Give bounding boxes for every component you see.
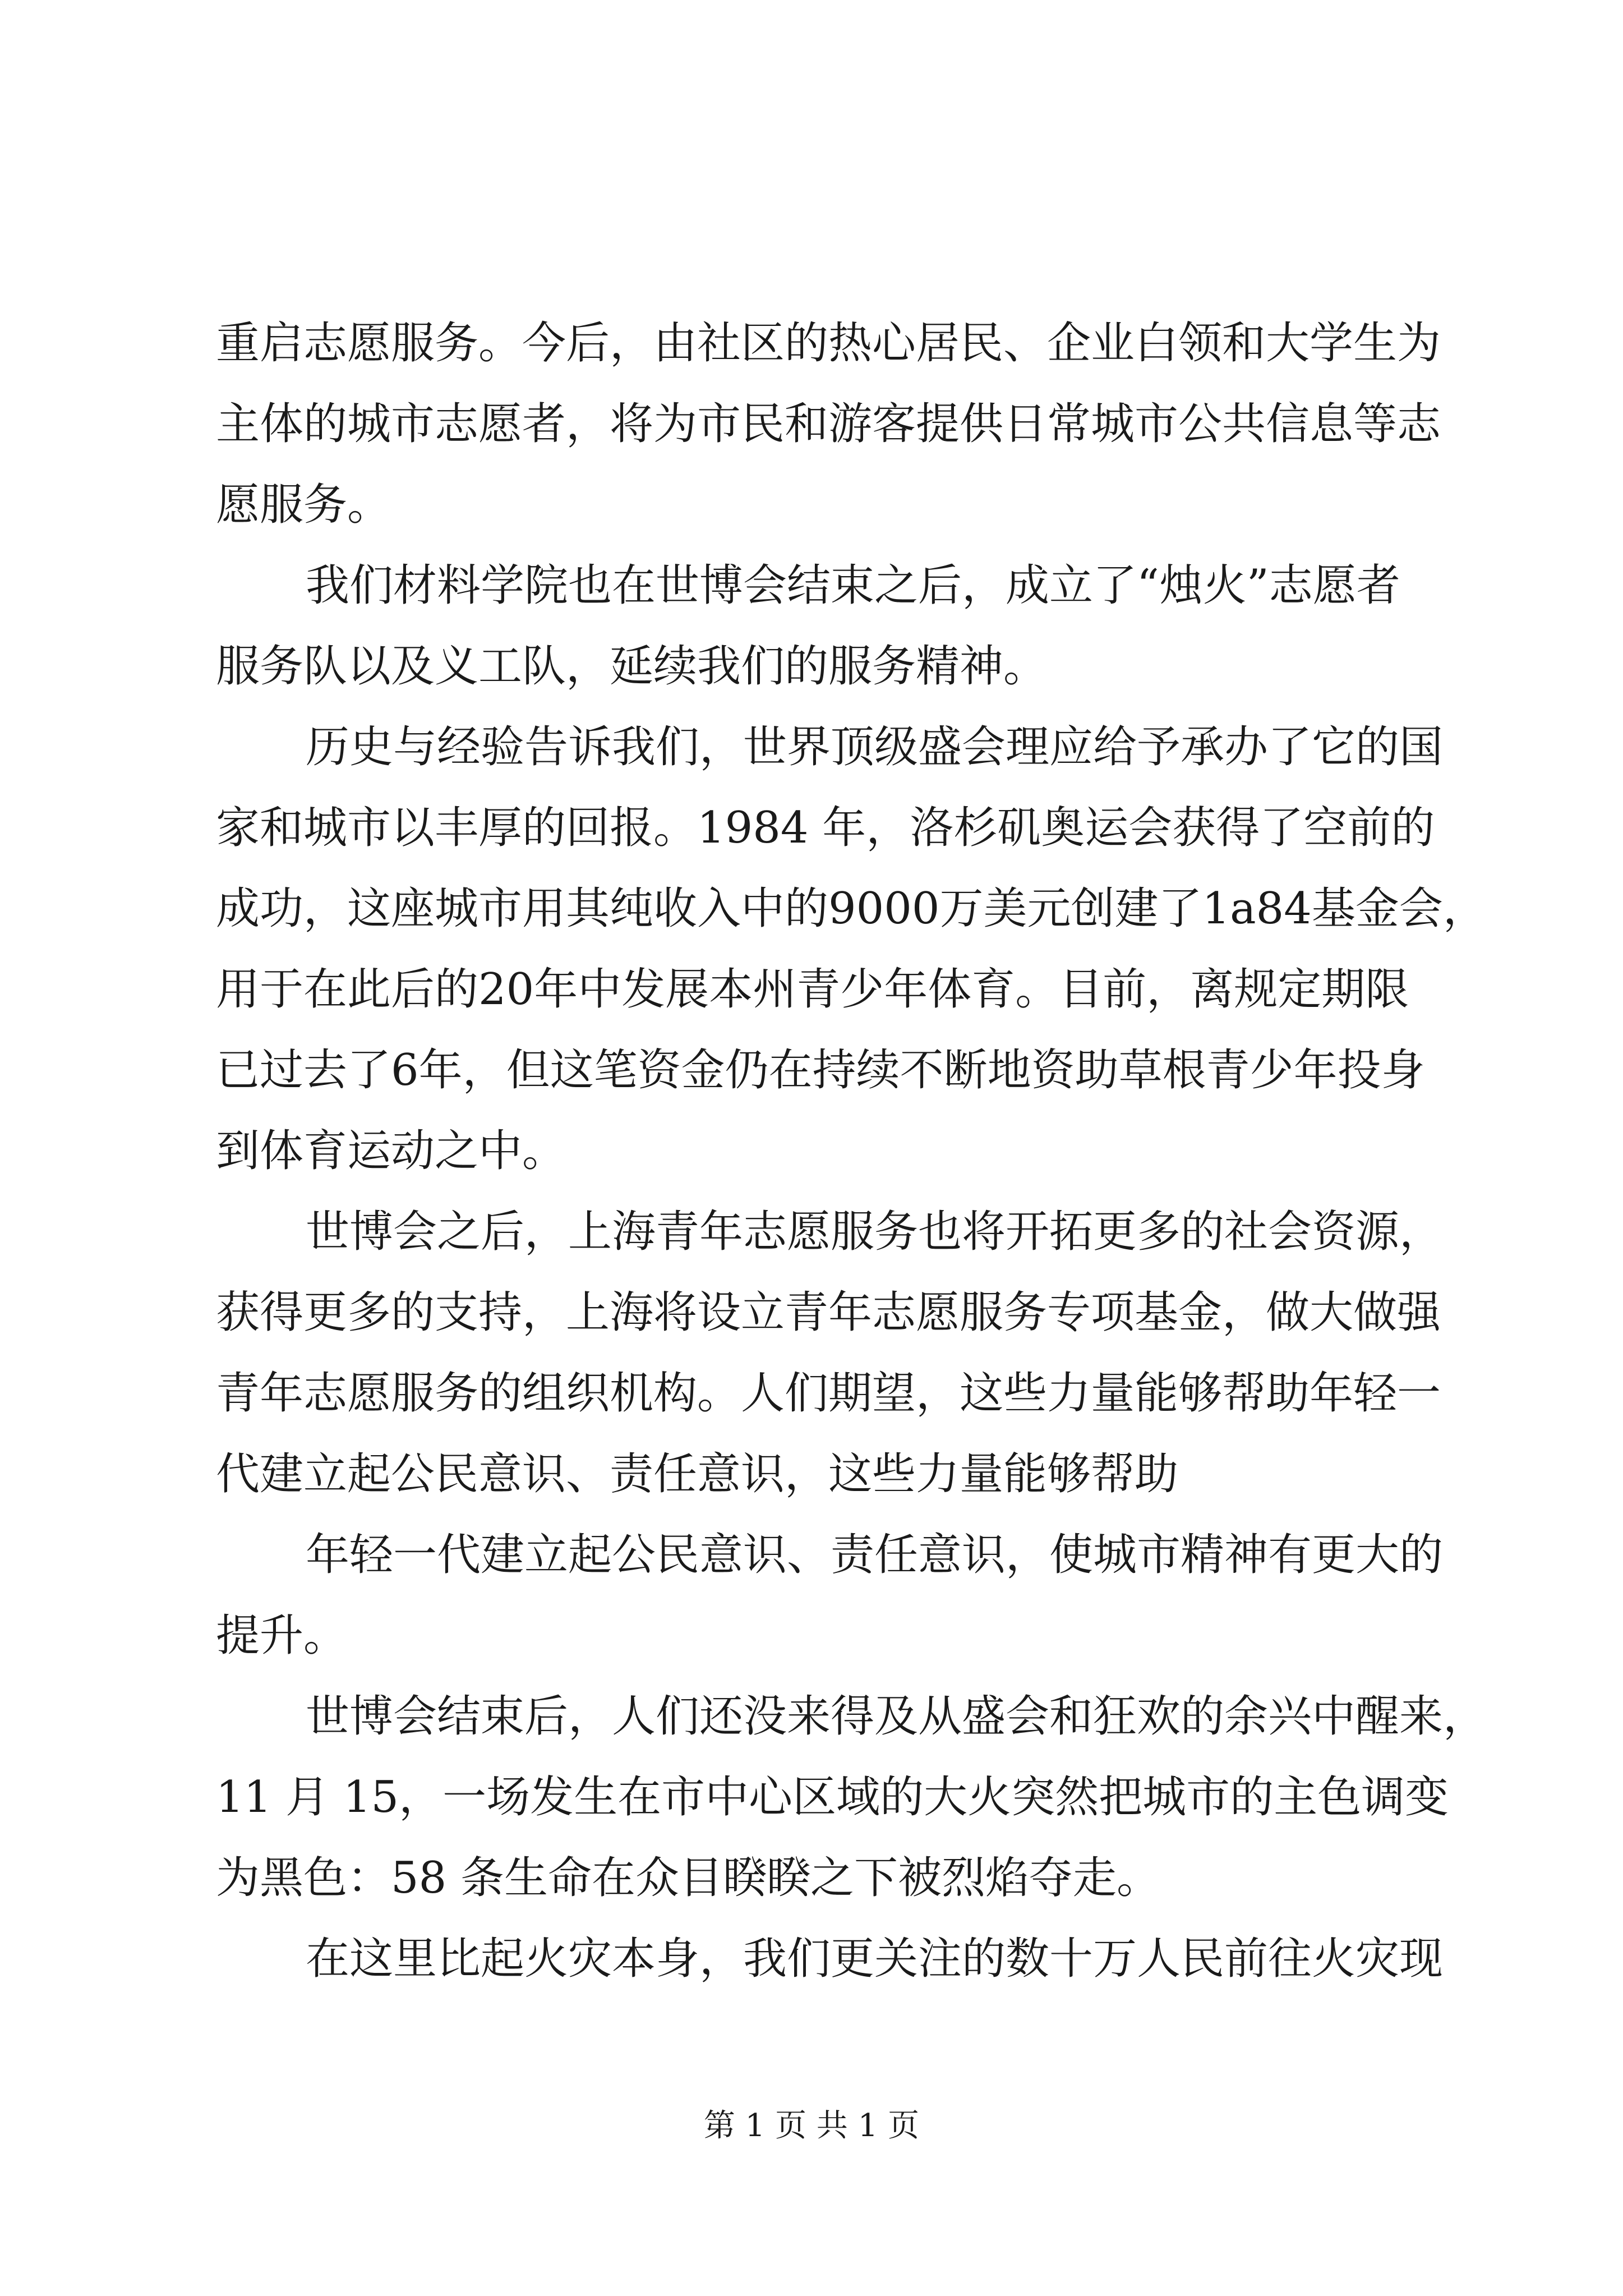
text-line: 在这里比起火灾本身，我们更关注的数十万人民前往火灾现 — [306, 1934, 1444, 1984]
text-line: 家和城市以丰厚的回报。1984 年，洛杉矶奥运会获得了空前的 — [216, 803, 1435, 853]
text-line: 代建立起公民意识、责任意识，这些力量能够帮助 — [216, 1449, 1179, 1499]
text-line: 为黑色：58 条生命在众目睽睽之下被烈焰夺走。 — [216, 1853, 1161, 1903]
text-line: 11 月 15，一场发生在市中心区域的大火突然把城市的主色调变 — [216, 1772, 1449, 1823]
text-line: 用于在此后的20年中发展本州青少年体育。目前，离规定期限 — [216, 964, 1409, 1015]
text-line: 到体育运动之中。 — [216, 1126, 566, 1176]
text-line: 年轻一代建立起公民意识、责任意识，使城市精神有更大的 — [306, 1530, 1444, 1580]
text-line: 我们材料学院也在世博会结束之后，成立了“烛火”志愿者 — [306, 560, 1400, 611]
text-line: 重启志愿服务。今后，由社区的热心居民、企业白领和大学生为 — [216, 318, 1441, 369]
text-line: 成功，这座城市用其纯收入中的9000万美元创建了1a84基金会， — [216, 884, 1487, 934]
text-line: 青年志愿服务的组织机构。人们期望，这些力量能够帮助年轻一 — [216, 1368, 1441, 1419]
text-line: 愿服务。 — [216, 480, 391, 530]
text-line: 提升。 — [216, 1611, 348, 1661]
text-line: 主体的城市志愿者，将为市民和游客提供日常城市公共信息等志 — [216, 399, 1441, 449]
text-line: 已过去了6年，但这笔资金仍在持续不断地资助草根青少年投身 — [216, 1045, 1425, 1096]
text-line: 服务队以及义工队，延续我们的服务精神。 — [216, 641, 1048, 692]
text-line: 世博会结束后，人们还没来得及从盛会和狂欢的余兴中醒来， — [306, 1691, 1487, 1742]
text-line: 历史与经验告诉我们，世界顶级盛会理应给予承办了它的国 — [306, 722, 1444, 772]
text-line: 获得更多的支持，上海将设立青年志愿服务专项基金，做大做强 — [216, 1287, 1441, 1338]
body-text — [216, 303, 1487, 1999]
page-number-footer: 第 1 页 共 1 页 — [703, 2108, 920, 2144]
text-line: 世博会之后，上海青年志愿服务也将开拓更多的社会资源， — [306, 1207, 1444, 1257]
